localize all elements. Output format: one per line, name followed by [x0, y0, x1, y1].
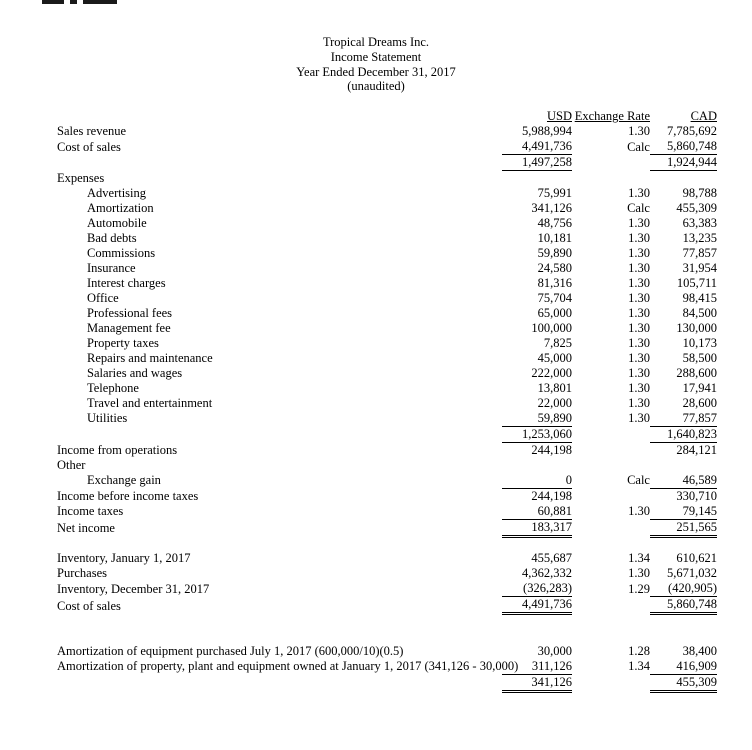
rate-column-header: Exchange Rate [574, 109, 650, 123]
usd-value: 4,491,736 [502, 597, 572, 614]
usd-value: 45,000 [537, 350, 572, 365]
cad-value: 98,788 [682, 185, 717, 200]
cad-value: 58,500 [682, 350, 717, 365]
row-cost-of-sales [57, 597, 717, 614]
cad-value: 5,860,748 [650, 597, 717, 614]
rate-value: 1.30 [628, 185, 650, 200]
total-row [57, 674, 717, 691]
row-bad-debts [57, 231, 717, 246]
usd-value: 22,000 [537, 395, 572, 410]
cad-value: 46,589 [650, 473, 717, 489]
cad-value: 251,565 [650, 519, 717, 536]
row-label: Cost of sales [57, 139, 121, 154]
label-column-header [57, 109, 502, 124]
unaudited-note: (unaudited) [347, 79, 405, 94]
cad-value: 288,600 [676, 365, 717, 380]
row-automobile [57, 216, 717, 231]
cad-value: 77,857 [682, 245, 717, 260]
rate-value: Calc [627, 473, 650, 487]
blank-row [57, 536, 717, 551]
rate-value: 1.30 [628, 320, 650, 335]
row-net-income [57, 519, 717, 536]
cad-value: 10,173 [682, 335, 717, 350]
rate-value [572, 426, 650, 442]
rate-value: 1.34 [628, 659, 650, 673]
usd-value: 65,000 [537, 305, 572, 320]
cad-value [650, 458, 717, 473]
cad-value: 77,857 [650, 411, 717, 427]
row-label [57, 614, 502, 629]
usd-value: 59,890 [537, 245, 572, 260]
statement-header [0, 35, 752, 94]
row-travel-and-entertainment [57, 396, 717, 411]
rate-value [572, 488, 650, 504]
usd-value: 0 [502, 473, 572, 489]
usd-value: 1,253,060 [502, 426, 572, 442]
rate-value: 1.30 [628, 124, 650, 138]
usd-value: 5,988,994 [522, 124, 572, 138]
blank-row [57, 629, 717, 644]
cad-value [650, 629, 717, 644]
blank-row [57, 614, 717, 629]
total-row [57, 155, 717, 171]
row-label: Travel and entertainment [87, 395, 213, 410]
row-office [57, 291, 717, 306]
row-label [57, 536, 502, 551]
row-label: Management fee [87, 320, 171, 335]
usd-value: 10,181 [537, 230, 572, 245]
rate-value: 1.30 [628, 411, 650, 425]
company-name: Tropical Dreams Inc. [322, 35, 430, 49]
cad-value: 79,145 [650, 504, 717, 520]
usd-value: 13,801 [537, 380, 572, 395]
row-property-taxes [57, 336, 717, 351]
usd-value: 75,991 [537, 185, 572, 200]
row-label: Exchange gain [87, 473, 161, 487]
rate-value: 1.30 [628, 395, 650, 410]
rate-value: 1.30 [628, 245, 650, 260]
row-amortization [57, 201, 717, 216]
row-label: Bad debts [87, 230, 137, 245]
rate-value: 1.29 [628, 581, 650, 596]
rate-value: 1.30 [628, 566, 650, 580]
statement-table [57, 109, 717, 693]
cad-value: 31,954 [682, 260, 717, 275]
cad-value: 330,710 [676, 488, 717, 503]
rate-value [572, 674, 650, 691]
row-utilities [57, 411, 717, 427]
rate-value: 1.30 [628, 230, 650, 245]
usd-value [502, 458, 572, 473]
row-label: Income before income taxes [57, 488, 199, 503]
row-professional-fees [57, 306, 717, 321]
rate-value: 1.30 [628, 215, 650, 230]
row-advertising [57, 186, 717, 201]
row-label [57, 155, 502, 171]
row-label: Income from operations [57, 442, 178, 457]
rate-value [572, 442, 650, 458]
usd-value: 75,704 [537, 290, 572, 305]
row-amortization-of-equipment-purchased-july-1-2017-600-000-10-0-5 [57, 644, 717, 659]
row-inventory-january-1-2017 [57, 551, 717, 566]
rate-value: 1.30 [628, 260, 650, 275]
cad-value: 5,860,748 [650, 139, 717, 155]
usd-value: 4,491,736 [502, 139, 572, 155]
row-label: Telephone [87, 380, 139, 395]
row-label [57, 426, 502, 442]
cad-value: 84,500 [682, 305, 717, 320]
rate-value [572, 597, 650, 614]
cad-value [650, 536, 717, 551]
cad-value: 98,415 [682, 290, 717, 305]
row-label: Insurance [87, 260, 136, 275]
rate-value: 1.30 [628, 275, 650, 290]
row-management-fee [57, 321, 717, 336]
usd-value: 1,497,258 [502, 155, 572, 171]
row-exchange-gain [57, 473, 717, 489]
row-inventory-december-31-2017 [57, 581, 717, 597]
cad-value [650, 171, 717, 186]
usd-value [502, 614, 572, 629]
cad-value: 13,235 [682, 230, 717, 245]
row-label: Salaries and wages [87, 365, 183, 380]
rate-value: 1.30 [628, 335, 650, 350]
cad-value: 455,309 [650, 674, 717, 691]
usd-value: 48,756 [537, 215, 572, 230]
row-salaries-and-wages [57, 366, 717, 381]
cad-value: 1,640,823 [650, 426, 717, 442]
usd-value: 24,580 [537, 260, 572, 275]
rate-value [572, 629, 650, 644]
cad-value: 63,383 [682, 215, 717, 230]
cad-value: 38,400 [682, 643, 717, 658]
row-label [57, 629, 502, 644]
usd-value: 311,126 [502, 659, 572, 675]
row-repairs-and-maintenance [57, 351, 717, 366]
usd-value: 455,687 [531, 551, 572, 565]
row-income-before-income-taxes [57, 488, 717, 504]
row-label: Purchases [57, 566, 107, 580]
usd-value: 341,126 [531, 200, 572, 215]
clipped-text-marks [42, 0, 123, 5]
row-label: Property taxes [87, 335, 159, 350]
cad-value: 105,711 [676, 275, 717, 290]
row-label: Office [87, 290, 119, 305]
row-income-taxes [57, 504, 717, 520]
row-label: Commissions [87, 245, 156, 260]
usd-value: 59,890 [502, 411, 572, 427]
cad-value: 5,671,032 [667, 566, 717, 580]
row-purchases [57, 566, 717, 581]
rate-value: 1.30 [628, 504, 650, 518]
usd-value [502, 536, 572, 551]
row-label: Automobile [87, 215, 147, 230]
row-sales-revenue [57, 124, 717, 139]
cad-column-header: CAD [690, 109, 717, 123]
usd-value: 244,198 [531, 442, 572, 457]
row-telephone [57, 381, 717, 396]
row-label: Inventory, December 31, 2017 [57, 581, 210, 596]
usd-value: 60,881 [502, 504, 572, 520]
cad-value: 28,600 [682, 395, 717, 410]
usd-value [502, 629, 572, 644]
row-label: Expenses [57, 170, 105, 185]
row-commissions [57, 246, 717, 261]
column-header-row [57, 109, 717, 124]
cad-value: 416,909 [650, 659, 717, 675]
row-label: Net income [57, 521, 115, 535]
cad-value: 17,941 [682, 380, 717, 395]
usd-value: 7,825 [543, 335, 572, 350]
usd-value: (326,283) [502, 581, 572, 597]
row-label [57, 674, 502, 691]
statement-period: Year Ended December 31, 2017 [296, 64, 456, 79]
rate-value [572, 519, 650, 536]
row-label: Interest charges [87, 275, 166, 290]
row-amortization-of-property-plant-and-equipment-owned-at-january-1-2017-341-126-30-000 [57, 659, 717, 675]
row-label: Sales revenue [57, 124, 127, 138]
cad-value: (420,905) [650, 581, 717, 597]
row-label: Repairs and maintenance [87, 350, 213, 365]
cad-value: 1,924,944 [650, 155, 717, 171]
cad-value: 455,309 [676, 200, 717, 215]
rate-value: Calc [627, 139, 650, 154]
rate-value [572, 614, 650, 629]
rate-value: 1.30 [628, 290, 650, 305]
row-label: Advertising [87, 185, 147, 200]
row-label: Cost of sales [57, 598, 121, 613]
total-row [57, 426, 717, 442]
usd-value: 100,000 [531, 320, 572, 335]
row-interest-charges [57, 276, 717, 291]
usd-value: 4,362,332 [522, 566, 572, 580]
usd-value: 81,316 [537, 275, 572, 290]
row-label: Income taxes [57, 504, 124, 518]
row-income-from-operations [57, 442, 717, 458]
row-label: Inventory, January 1, 2017 [57, 551, 191, 565]
row-label: Amortization [87, 200, 154, 215]
usd-value: 183,317 [502, 519, 572, 536]
row-other [57, 458, 717, 473]
row-label: Utilities [87, 411, 128, 425]
rate-value [572, 171, 650, 186]
rate-value: Calc [627, 200, 650, 215]
rate-value: 1.28 [628, 643, 650, 658]
rate-value: 1.30 [628, 305, 650, 320]
row-label: Professional fees [87, 305, 173, 320]
usd-value: 30,000 [537, 643, 572, 658]
rate-value [572, 458, 650, 473]
rate-value: 1.34 [628, 551, 650, 565]
usd-value: 341,126 [502, 674, 572, 691]
cad-value: 610,621 [676, 551, 717, 565]
rate-value: 1.30 [628, 350, 650, 365]
row-label: Amortization of equipment purchased July 1, 2017 (600,000/10)(0.5) [57, 643, 404, 658]
cad-value [650, 614, 717, 629]
row-label: Amortization of property, plant and equipment owned at January 1, 2017 (341,126 - 30,000) [57, 659, 519, 673]
row-expenses [57, 171, 717, 186]
rate-value [572, 155, 650, 171]
rate-value: 1.30 [628, 365, 650, 380]
rate-value [572, 536, 650, 551]
row-label: Other [57, 457, 86, 472]
usd-value [502, 171, 572, 186]
row-cost-of-sales [57, 139, 717, 155]
cad-value: 284,121 [676, 442, 717, 457]
usd-value: 244,198 [531, 488, 572, 503]
rate-value: 1.30 [628, 380, 650, 395]
statement-title: Income Statement [330, 49, 422, 64]
usd-column-header: USD [546, 109, 572, 123]
cad-value: 7,785,692 [667, 124, 717, 138]
usd-value: 222,000 [531, 365, 572, 380]
row-insurance [57, 261, 717, 276]
cad-value: 130,000 [676, 320, 717, 335]
